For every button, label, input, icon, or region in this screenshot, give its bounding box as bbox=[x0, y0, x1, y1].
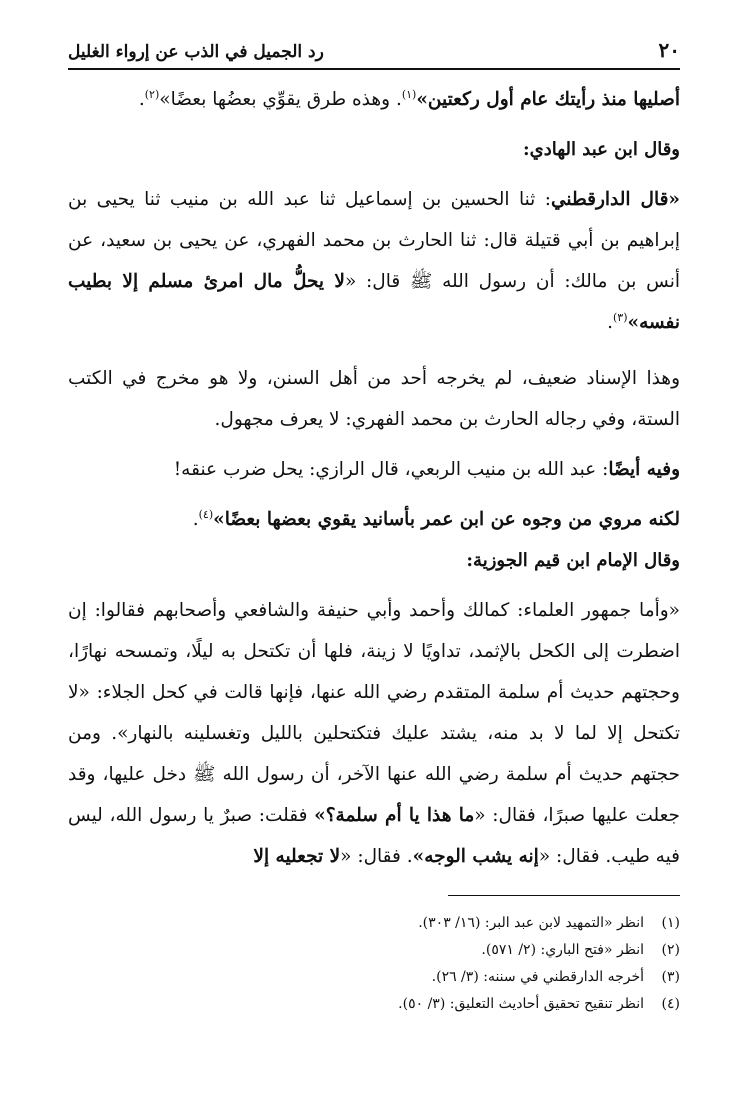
book-page bbox=[68, 32, 680, 1102]
daraqutni-lead: «قال الدارقطني bbox=[550, 189, 680, 210]
paragraph-6-text-1: «وأما جمهور العلماء: كمالك وأحمد وأبي حنيفة والشافعي وأصحابهم فقالوا: إن اضطرت إلى الكحل بالإثمد، تداويًا لا زينة، فلها أن تكتحل به ليلًا، وتمسحه نهارًا، وحجتهم حديث أم سلمة المتقدم رضي الله عنها، فإنها قالت في كحل الجلاء: «لا تكتحل إلا لما لا بد منه، يشتد عليك فتكتحلين بالليل وتغسلينه بالنهار». ومن حجتهم حديث أم سلمة رضي الله عنها الآخر، أن رسول الله ﷺ دخل عليها، وقد جعلت عليها صبرًا، فقال: « bbox=[68, 600, 680, 826]
hadith-quote: لا يحلُّ مال امرئ مسلم إلا بطيب نفسه» bbox=[68, 271, 680, 333]
footnote-text: انظر «التمهيد لابن عبد البر: (١٦/ ٣٠٣). bbox=[418, 915, 644, 931]
paragraph-6-text-3: . فقال: « bbox=[340, 846, 413, 867]
paragraph-2-end: . bbox=[607, 312, 613, 333]
footnote-ref-3: (٣) bbox=[612, 310, 628, 324]
paragraph-5-end: . bbox=[192, 509, 199, 530]
paragraph-6 bbox=[68, 590, 680, 877]
footnote-1 bbox=[68, 910, 680, 937]
paragraph-3: وهذا الإسناد ضعيف، لم يخرجه أحد من أهل السنن، ولا هو مخرج في الكتب الستة، وفي رجاله الحارث بن محمد الفهري: لا يعرف مجهول. bbox=[68, 368, 680, 430]
paragraph-2 bbox=[68, 179, 680, 343]
footnote-number: (٤) bbox=[661, 996, 680, 1012]
quote-end-bold: أصليها منذ رأيتك عام أول ركعتين» bbox=[416, 89, 680, 110]
quote-ma-hadha: ما هذا يا أم سلمة؟» bbox=[314, 805, 475, 826]
section-heading-ibn-abd-al-hadi: وقال ابن عبد الهادي: bbox=[522, 139, 680, 160]
footnote-2 bbox=[68, 937, 680, 964]
main-text bbox=[68, 70, 680, 877]
paragraph-5-bold: لكنه مروي من وجوه عن ابن عمر بأسانيد يقوي بعضها بعضًا» bbox=[213, 509, 680, 530]
footnote-3 bbox=[68, 964, 680, 991]
footnote-number: (١) bbox=[661, 915, 680, 931]
paragraph-1 bbox=[68, 79, 680, 120]
footnote-number: (٢) bbox=[661, 942, 680, 958]
quote-yashubb: إنه يشب الوجه» bbox=[412, 846, 539, 867]
footnotes bbox=[68, 910, 680, 1018]
footnote-text: انظر «فتح الباري: (٢/ ٥٧١). bbox=[481, 942, 644, 958]
footnote-text: أخرجه الدارقطني في سننه: (٣/ ٢٦). bbox=[431, 969, 644, 985]
footnote-ref-2: (٢) bbox=[144, 87, 160, 101]
footnote-ref-4: (٤) bbox=[198, 507, 214, 521]
footnote-separator bbox=[448, 895, 680, 896]
also-bold: وفيه أيضًا bbox=[608, 459, 680, 480]
footnote-ref-1: (١) bbox=[401, 87, 417, 101]
footnote-number: (٣) bbox=[661, 969, 680, 985]
footnote-4 bbox=[68, 991, 680, 1018]
footnote-text: انظر تنقيح تحقيق أحاديث التعليق: (٣/ ٥٠). bbox=[398, 996, 644, 1012]
paragraph-1-text: . وهذه طرق يقوِّي بعضُها بعضًا» bbox=[159, 89, 402, 110]
paragraph-6-text-2: فقلت: صبرٌ يا رسول الله، ليس فيه طيب. فقال: « bbox=[68, 805, 680, 867]
paragraph-4 bbox=[68, 449, 680, 490]
section-heading-ibn-qayyim: وقال الإمام ابن قيم الجوزية: bbox=[466, 550, 680, 571]
book-title: رد الجميل في الذب عن إرواء الغليل bbox=[68, 42, 324, 62]
paragraph-4-text: : عبد الله بن منيب الربعي، قال الرازي: يحل ضرب عنقه! bbox=[173, 459, 609, 480]
page-number: ٢٠ bbox=[658, 38, 680, 62]
running-header bbox=[68, 32, 680, 70]
paragraph-5 bbox=[68, 499, 680, 540]
paragraph-1-end: . bbox=[138, 89, 145, 110]
quote-la-tajalih: لا تجعليه إلا bbox=[253, 846, 341, 867]
isnad-text: : ثنا الحسين بن إسماعيل ثنا عبد الله بن منيب ثنا يحيى بن إبراهيم بن أبي قتيلة قال: ثنا الحارث بن محمد الفهري، عن يحيى بن سعيد، عن أنس بن مالك: أن رسول الله ﷺ قال: « bbox=[68, 189, 680, 292]
